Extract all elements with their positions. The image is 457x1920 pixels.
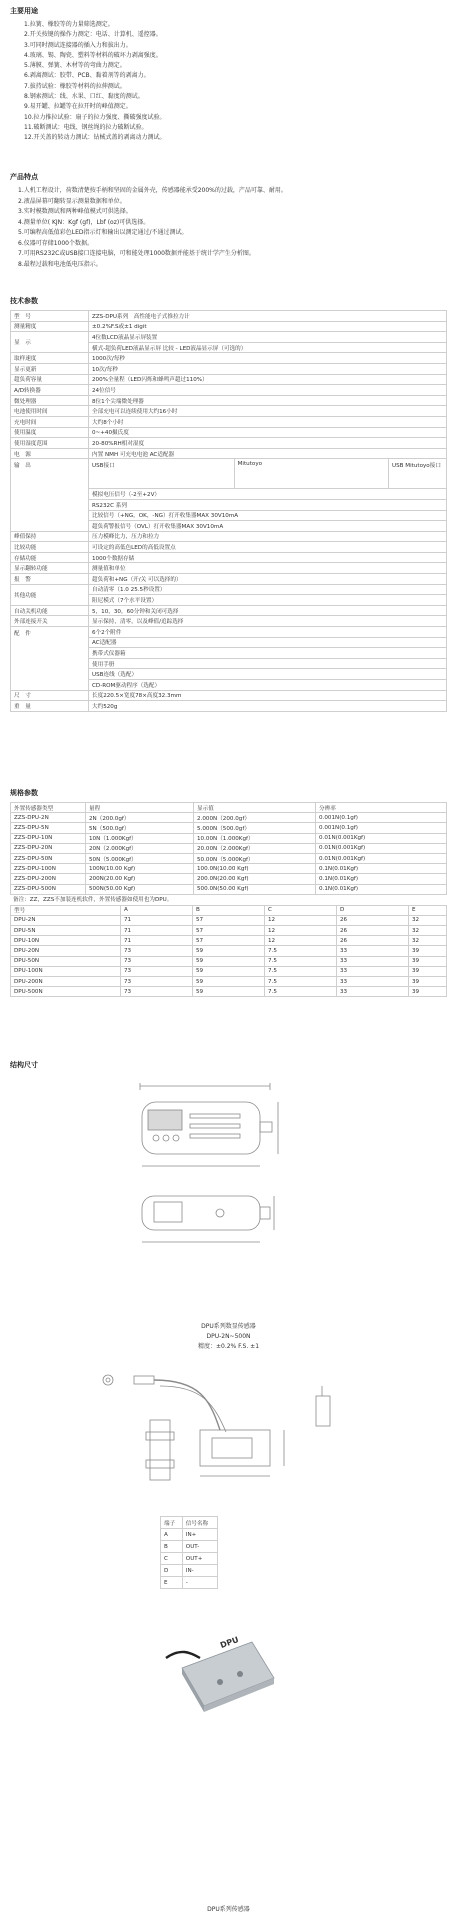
table-cell: 39	[409, 946, 447, 956]
spec-key: A/D转换器	[11, 385, 89, 396]
spec-key: 比较功能	[11, 542, 89, 553]
spec-table	[10, 310, 447, 712]
table-cell: E	[161, 1577, 183, 1589]
table-row	[11, 395, 447, 406]
column-header: A	[121, 905, 193, 915]
pin-table-body	[161, 1529, 218, 1589]
table-cell: 71	[121, 936, 193, 946]
table-cell: DPU-20N	[11, 946, 121, 956]
dimensions-table-body	[11, 915, 447, 997]
table-cell: 59	[193, 987, 265, 997]
features-list	[18, 186, 447, 270]
table-cell: 39	[409, 987, 447, 997]
table-cell: IN+	[182, 1529, 217, 1541]
table-cell: 20N（2.000Kgf）	[86, 843, 194, 853]
table-row	[11, 977, 447, 987]
list-item: 6.剥离测试：胶带、PCB、黏着剂等的剥离力。	[24, 72, 150, 80]
table-row	[11, 563, 447, 574]
spec-section	[10, 296, 447, 712]
table-cell: 0.001N(0.1gf)	[316, 823, 447, 833]
spec-value: 200%全量程（LED闪烁和蜂鸣声超过110%）	[89, 374, 447, 385]
table-cell: 59	[193, 966, 265, 976]
column-header: C	[265, 905, 337, 915]
table-cell: 100.0N(10.00 Kgf)	[194, 864, 316, 874]
uses-list	[24, 20, 447, 144]
table-cell: 0.1N(0.01Kgf)	[316, 874, 447, 884]
table-cell: 59	[193, 977, 265, 987]
table-cell: 0.01N(0.001Kgf)	[316, 833, 447, 843]
table-cell: 32	[409, 936, 447, 946]
table-cell: 10N（1.000Kgf）	[86, 833, 194, 843]
table-row	[11, 701, 447, 712]
table-cell: 0.1N(0.01Kgf)	[316, 884, 447, 894]
table-header-row	[11, 905, 447, 915]
table-cell: ZZS-DPU-500N	[11, 884, 86, 894]
spec-key: 型 号	[11, 311, 89, 322]
structure-caption-1: DPU系列数显传感器	[201, 1323, 256, 1330]
table-row	[11, 459, 447, 489]
table-cell: 2N（200.0gf）	[86, 813, 194, 823]
table-row	[11, 627, 447, 638]
table-cell: 71	[121, 915, 193, 925]
table-cell: 73	[121, 946, 193, 956]
spec-key: 外部连接开关	[11, 616, 89, 627]
table-cell: 57	[193, 926, 265, 936]
table-row	[161, 1577, 218, 1589]
table-cell: 57	[193, 936, 265, 946]
spec-key: 峰值保持	[11, 531, 89, 542]
table-cell: ZZS-DPU-50N	[11, 853, 86, 863]
models-section	[10, 788, 447, 997]
table-row	[11, 438, 447, 449]
table-cell: 71	[121, 926, 193, 936]
uses-section	[10, 6, 447, 156]
table-cell: ZZS-DPU-20N	[11, 843, 86, 853]
table-row	[161, 1553, 218, 1565]
list-item: 2.开关按键的操作力测定：电话、计算机、遥控器。	[24, 31, 162, 39]
spec-value: 大约8个小时	[89, 416, 447, 427]
spec-key: 配 件	[11, 627, 89, 691]
models-table	[10, 802, 447, 895]
structure-title: 结构尺寸	[10, 1061, 38, 1069]
models-table-body	[11, 813, 447, 895]
spec-key: 其他功能	[11, 584, 89, 605]
spec-title: 技术参数	[10, 297, 38, 305]
spec-value: 大约520g	[89, 701, 447, 712]
table-row	[11, 542, 447, 553]
spec-key: 电池使用时间	[11, 406, 89, 417]
spec-key: 显示翻转功能	[11, 563, 89, 574]
column-header: E	[409, 905, 447, 915]
table-row	[11, 853, 447, 863]
table-row	[11, 332, 447, 343]
table-cell: 32	[409, 926, 447, 936]
features-section	[10, 172, 447, 270]
spec-value: 6个2个附件	[89, 627, 447, 638]
table-cell: 0.001N(0.1gf)	[316, 813, 447, 823]
table-row	[11, 926, 447, 936]
spec-value: 10次/每秒	[89, 363, 447, 374]
table-cell: 39	[409, 956, 447, 966]
table-cell: IN-	[182, 1565, 217, 1577]
structure-caption-2: DPU-2N~500N	[206, 1333, 251, 1340]
table-cell: ZZS-DPU-100N	[11, 864, 86, 874]
table-cell: 20.00N（2.000Kgf）	[194, 843, 316, 853]
list-item: 2.液晶屏幕可翻转显示测量数据和单位。	[18, 197, 126, 205]
table-row	[11, 884, 447, 894]
spec-value: 全部充电可以连续使用大约16小时	[89, 406, 447, 417]
list-item: 1.人机工程设计，荷数清楚按手柄和坚固的金属外壳，传感器能承受200%的过载，产品可靠、耐用。	[18, 187, 287, 194]
table-cell: 32	[409, 915, 447, 925]
spec-value: 24位信号	[89, 385, 447, 396]
spec-value: CD-ROM驱动程序（选配）	[89, 680, 447, 691]
spec-key: 超负荷容量	[11, 374, 89, 385]
table-cell: OUT+	[182, 1553, 217, 1565]
list-item: 3.可同时测试连接器的插入力和拔出力。	[24, 41, 132, 49]
table-cell: 50.00N（5.000Kgf）	[194, 853, 316, 863]
spec-value: 阻尼模式（7个水平设置）	[89, 595, 447, 606]
table-cell: 73	[121, 966, 193, 976]
list-item: 5.薄膜、弹簧、木材等的弯曲力测定。	[24, 62, 126, 70]
spec-value: 5，10，30，60分钟和关闭可选择	[89, 605, 447, 616]
uses-title: 主要用途	[10, 7, 38, 15]
table-cell: 33	[337, 977, 409, 987]
table-row	[161, 1541, 218, 1553]
table-cell: 200N(20.00 Kgf)	[86, 874, 194, 884]
table-cell: 73	[121, 987, 193, 997]
table-cell: D	[161, 1565, 183, 1577]
table-cell: 50N（5.000Kgf）	[86, 853, 194, 863]
table-cell: 59	[193, 946, 265, 956]
table-cell: B	[161, 1541, 183, 1553]
sensor-drawing	[90, 1360, 370, 1520]
table-row	[11, 915, 447, 925]
list-item: 11.破断测试：电线、钢丝绳的拉力破断试验。	[24, 123, 148, 131]
list-item: 10.拉力推拉试验：扇子的拉力强度、撕破强度试验。	[24, 113, 166, 121]
table-row	[161, 1529, 218, 1541]
spec-value: 比较信号（+NG，OK，-NG）打开收集器MAX 30V10mA	[89, 510, 447, 521]
table-cell: ZZS-DPU-2N	[11, 813, 86, 823]
table-row	[11, 448, 447, 459]
column-header: B	[193, 905, 265, 915]
table-cell: 33	[337, 946, 409, 956]
spec-value: 显示保持，清零，以及峰值/追踪选择	[89, 616, 447, 627]
table-cell: OUT-	[182, 1541, 217, 1553]
table-cell: 500N(50.00 Kgf)	[86, 884, 194, 894]
table-row	[11, 427, 447, 438]
table-cell: 73	[121, 977, 193, 987]
table-cell: 12	[265, 926, 337, 936]
table-header-row	[11, 803, 447, 813]
table-cell: A	[161, 1529, 183, 1541]
table-cell: ZZS-DPU-10N	[11, 833, 86, 843]
table-cell: DPU-200N	[11, 977, 121, 987]
table-row	[11, 552, 447, 563]
list-item: 7.拔持试验：橡胶等材料的拉伸测试。	[24, 82, 126, 90]
spec-value: 使用手册	[89, 658, 447, 669]
table-row	[11, 966, 447, 976]
table-cell: ZZS-DPU-5N	[11, 823, 86, 833]
list-item: 6.仪器可存储1000个数据。	[18, 239, 93, 247]
spec-value: 自动清零（1.0 25.5秒设置）	[89, 584, 447, 595]
spec-value: 超负荷和+NG（开/关 可以选择的）	[89, 574, 447, 585]
table-cell: 39	[409, 966, 447, 976]
spec-value: ±0.2%F.S或±1 digit	[89, 321, 447, 332]
table-row	[11, 385, 447, 396]
table-cell: -	[182, 1577, 217, 1589]
spec-key: 尺 寸	[11, 690, 89, 701]
gauge-front-drawing	[130, 1080, 280, 1175]
table-cell: 73	[121, 956, 193, 966]
spec-value: 内置 NMH 可充电电池 AC适配器	[89, 448, 447, 459]
table-cell: 26	[337, 936, 409, 946]
spec-value: 4位数LCD液晶显示屏装置	[89, 332, 447, 343]
table-row	[11, 690, 447, 701]
spec-value: 模拟电压信号（-2至+2V）	[89, 489, 447, 500]
table-row	[11, 374, 447, 385]
table-cell: 100N(10.00 Kgf)	[86, 864, 194, 874]
table-cell: DPU-100N	[11, 966, 121, 976]
sensor-photo	[160, 1618, 280, 1718]
column-header: 分辨率	[316, 803, 447, 813]
table-header-row	[161, 1517, 218, 1529]
spec-value: 可设定的高低色LED的高低设置点	[89, 542, 447, 553]
table-cell: 200.0N(20.00 Kgf)	[194, 874, 316, 884]
spec-key: 重 量	[11, 701, 89, 712]
table-row	[11, 874, 447, 884]
table-cell: 12	[265, 915, 337, 925]
table-cell: 5.000N（500.0gf）	[194, 823, 316, 833]
list-item: 5.可编程高低值彩色LED指示灯和输出以测定通过/不通过测试。	[18, 229, 188, 236]
table-cell: 5N（500.0gf）	[86, 823, 194, 833]
table-row	[11, 584, 447, 595]
table-cell: DPU-500N	[11, 987, 121, 997]
spec-value: 携带式仪器箱	[89, 648, 447, 659]
spec-key: 电 源	[11, 448, 89, 459]
table-cell: 0.1N(0.01Kgf)	[316, 864, 447, 874]
spec-value: 0~+40摄氏度	[89, 427, 447, 438]
table-cell: 33	[337, 987, 409, 997]
spec-value: 测量值和单位	[89, 563, 447, 574]
spec-value: Mitutoyo	[234, 459, 388, 489]
table-cell: ZZS-DPU-200N	[11, 874, 86, 884]
table-row	[11, 605, 447, 616]
spec-key: 使用湿度范围	[11, 438, 89, 449]
table-row	[11, 321, 447, 332]
table-row	[11, 616, 447, 627]
table-row	[11, 823, 447, 833]
table-cell: 26	[337, 926, 409, 936]
list-item: 7.可用RS232C或USB接口连接电脑，可和能处理1000数据并能基于统计学产生分析图。	[18, 250, 255, 257]
table-cell: 0.01N(0.001Kgf)	[316, 843, 447, 853]
spec-value: RS232C 系列	[89, 499, 447, 510]
spec-key: 显示更新	[11, 363, 89, 374]
table-cell: DPU-2N	[11, 915, 121, 925]
table-cell: C	[161, 1553, 183, 1565]
spec-value: USB接口	[89, 459, 235, 489]
table-cell: 7.5	[265, 987, 337, 997]
table-row	[11, 416, 447, 427]
spec-key: 微处理器	[11, 395, 89, 406]
table-cell: 57	[193, 915, 265, 925]
table-row	[11, 531, 447, 542]
structure-caption-4: DPU系列传感器	[207, 1906, 250, 1913]
column-header: 显示值	[194, 803, 316, 813]
spec-value: 超负荷警报信号（OVL）打开收集器MAX 30V10mA	[89, 521, 447, 532]
spec-key: 自动关机功能	[11, 605, 89, 616]
list-item: 1.拉簧、橡胶等的力量筛选测定。	[24, 21, 114, 28]
spec-value: 长度220.5×宽度78×高度32.3mm	[89, 690, 447, 701]
pin-table	[160, 1516, 218, 1589]
column-header: D	[337, 905, 409, 915]
models-note: 备注：ZZ，ZZS不加装连机软件，外置传感器如使用也为DPU。	[13, 896, 173, 903]
structure-caption-3: 精度：±0.2% F.S. ±1	[197, 1343, 260, 1350]
table-row	[11, 946, 447, 956]
column-header: 外置传感器类型	[11, 803, 86, 813]
column-header: 型号	[11, 905, 121, 915]
table-row	[11, 353, 447, 364]
sensor-photo-label: DPU	[219, 1635, 240, 1650]
list-item: 8.最程过载和电池低电压指示。	[18, 260, 102, 268]
table-row	[161, 1565, 218, 1577]
list-item: 12.开关盖的转动力测试：钻械式盖的剥离动力测试。	[24, 134, 166, 142]
gauge-side-drawing	[130, 1178, 280, 1258]
table-row	[11, 813, 447, 823]
list-item: 8.钢索测试：线、水果、口红、黏度的测试。	[24, 93, 144, 101]
spec-value: USB Mitutoyo接口	[389, 459, 447, 489]
spec-value: 1000个数据存储	[89, 552, 447, 563]
spec-key: 充电时间	[11, 416, 89, 427]
table-cell: 7.5	[265, 946, 337, 956]
spec-value: AC适配器	[89, 637, 447, 648]
list-item: 4.玻璃、锡、陶瓷、塑料等材料的破坏力剥离强度。	[24, 51, 162, 59]
spec-value: 压力模峰比力，压力和拉力	[89, 531, 447, 542]
table-cell: DPU-50N	[11, 956, 121, 966]
table-row	[11, 833, 447, 843]
table-row	[11, 956, 447, 966]
table-cell: 7.5	[265, 956, 337, 966]
spec-key: 存储功能	[11, 552, 89, 563]
table-cell: DPU-5N	[11, 926, 121, 936]
table-row	[11, 406, 447, 417]
spec-key: 显 示	[11, 332, 89, 353]
spec-value: ZZS-DPU系列 高性能电子式推拉力计	[89, 311, 447, 322]
table-cell: 500.0N(50.00 Kgf)	[194, 884, 316, 894]
table-row	[11, 936, 447, 946]
spec-key: 输 出	[11, 459, 89, 531]
spec-key: 取样速度	[11, 353, 89, 364]
table-cell: 7.5	[265, 977, 337, 987]
spec-value: USB连线（选配）	[89, 669, 447, 680]
table-cell: 7.5	[265, 966, 337, 976]
spec-key: 测量精度	[11, 321, 89, 332]
table-row	[11, 864, 447, 874]
spec-value: 1000次/每秒	[89, 353, 447, 364]
spec-value: 20-80%RH相对湿度	[89, 438, 447, 449]
column-header: 端子	[161, 1517, 183, 1529]
table-cell: 33	[337, 966, 409, 976]
table-row	[11, 574, 447, 585]
column-header: 信号名称	[182, 1517, 217, 1529]
spec-value: 8位1个尖端微处理器	[89, 395, 447, 406]
spec-key: 使用温度	[11, 427, 89, 438]
structure-section	[10, 1060, 447, 1920]
spec-key: 报 警	[11, 574, 89, 585]
table-row	[11, 843, 447, 853]
table-row	[11, 987, 447, 997]
table-cell: 2.000N（200.0gf）	[194, 813, 316, 823]
table-cell: 12	[265, 936, 337, 946]
list-item: 9.易开罐、拉罐等在拉开时的峰值测定。	[24, 103, 132, 111]
table-row	[11, 363, 447, 374]
column-header: 量程	[86, 803, 194, 813]
table-cell: 33	[337, 956, 409, 966]
table-cell: 10.00N（1.000Kgf）	[194, 833, 316, 843]
list-item: 3.实时模数测试和两种峰值模式可供选择。	[18, 208, 132, 215]
table-cell: 39	[409, 977, 447, 987]
table-cell: 0.01N(0.001Kgf)	[316, 853, 447, 863]
table-cell: 59	[193, 956, 265, 966]
spec-value: 横式-超负荷LED液晶显示屏 比较 - LED液晶显示屏（可选的）	[89, 342, 447, 353]
dimensions-table	[10, 905, 447, 998]
features-title: 产品特点	[10, 173, 38, 181]
table-cell: 26	[337, 915, 409, 925]
models-title: 规格参数	[10, 789, 38, 797]
table-cell: DPU-10N	[11, 936, 121, 946]
table-row	[11, 311, 447, 322]
list-item: 4.测量单位( KJN：Kgf (gf)，Lbf (oz)可供选择。	[18, 218, 150, 226]
